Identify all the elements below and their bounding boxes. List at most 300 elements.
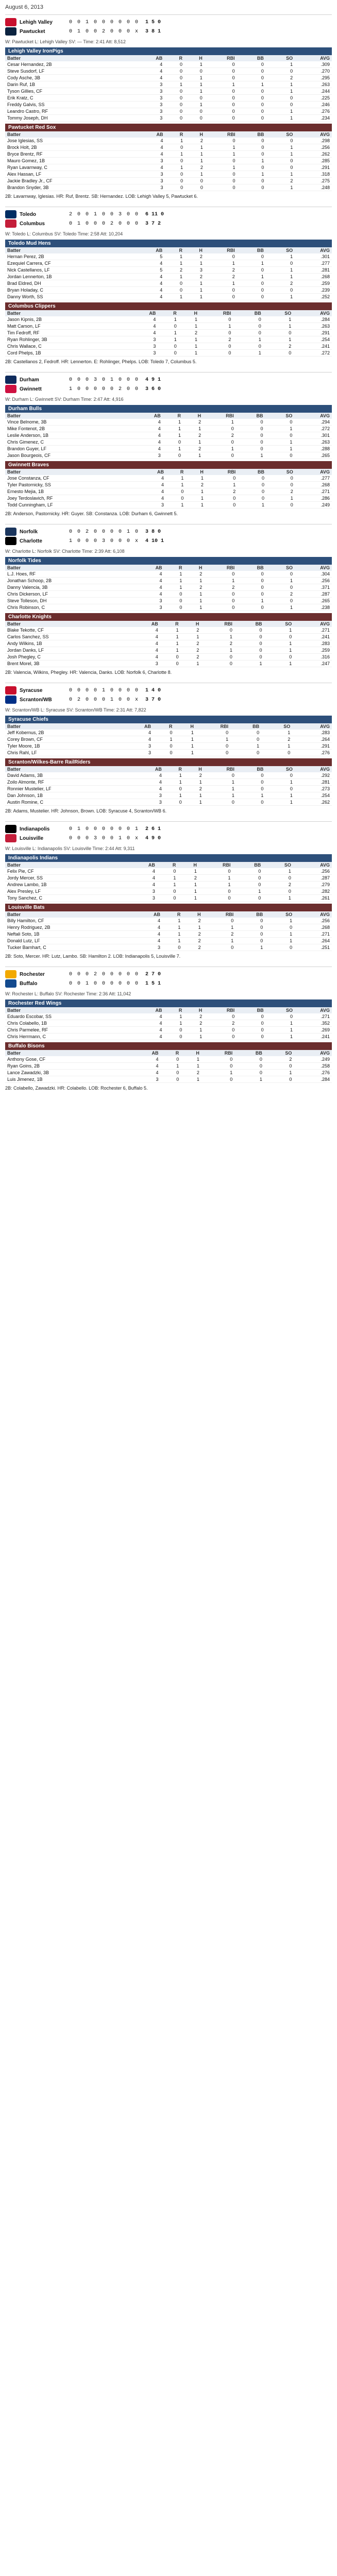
- stat-cell: 0: [237, 95, 266, 101]
- stat-cell: .309: [295, 61, 332, 68]
- linescore-teams: [5, 686, 161, 704]
- away-team-line: [5, 686, 161, 694]
- game-meta: W: Scranton/WB L: Syracuse SV: Scranton/WB Time: 2:31 Att: 7,822: [5, 707, 146, 713]
- table-row: [5, 343, 332, 350]
- stat-cell: 4: [135, 1027, 164, 1033]
- away-batting-table: [5, 565, 332, 611]
- away-team-name: Toledo: [20, 211, 37, 217]
- stat-cell: 0: [201, 1063, 234, 1070]
- stat-cell: 1: [183, 452, 203, 459]
- player-name-cell: Matt Carson, LF: [5, 323, 128, 330]
- player-name-cell: Jeff Kobernus, 2B: [5, 730, 122, 736]
- player-name-cell: Chris Rahl, LF: [5, 750, 122, 756]
- stat-cell: 1: [266, 88, 295, 95]
- stat-cell: 1: [184, 799, 204, 806]
- stat-cell: 1: [237, 274, 266, 280]
- table-row: [5, 888, 332, 895]
- stat-cell: 2: [183, 432, 203, 439]
- stat-cell: 1: [205, 81, 237, 88]
- column-header: Batter: [5, 621, 130, 627]
- stat-cell: 1: [181, 660, 201, 667]
- stat-cell: 0: [238, 488, 266, 495]
- stat-cell: 0: [164, 101, 184, 108]
- stat-cell: 1: [178, 895, 199, 902]
- home-team-innings: 1 0 0 0 0 0 2 0 0: [69, 386, 140, 392]
- stat-cell: 4: [136, 274, 164, 280]
- player-name-cell: Brent Morel, 3B: [5, 660, 130, 667]
- table-row: [5, 779, 332, 786]
- stat-cell: 2: [184, 786, 204, 792]
- stat-cell: 2: [264, 1056, 294, 1063]
- player-name-cell: Ryan Rohlinger, 3B: [5, 336, 128, 343]
- game-meta: W: Charlotte L: Norfolk SV: Charlotte Time: 2:39 Att: 6,108: [5, 549, 125, 554]
- column-header: AVG: [292, 723, 332, 730]
- stat-cell: 1: [234, 660, 264, 667]
- table-row: [5, 660, 332, 667]
- stat-cell: .241: [294, 634, 332, 640]
- stat-cell: 2: [179, 330, 199, 336]
- stat-cell: 3: [131, 1076, 161, 1083]
- table-body: [5, 61, 332, 122]
- home-team-name: Columbus: [20, 221, 45, 227]
- stat-cell: 1: [185, 171, 205, 178]
- stat-cell: 1: [174, 736, 195, 743]
- table-header-row: [5, 1050, 332, 1056]
- stat-cell: 3: [127, 895, 157, 902]
- table-header-row: [5, 55, 332, 61]
- stat-cell: 0: [237, 1020, 265, 1027]
- stat-cell: 0: [206, 495, 238, 502]
- column-header: AB: [137, 131, 165, 138]
- stat-cell: 1: [157, 875, 178, 882]
- player-name-cell: Danny Valencia, 3B: [5, 584, 135, 591]
- stat-cell: 4: [137, 151, 165, 158]
- stat-cell: .249: [295, 502, 332, 509]
- stat-cell: 1: [158, 336, 178, 343]
- home-team-rhe: 3 6 0: [145, 386, 161, 392]
- stat-cell: 0: [234, 1056, 264, 1063]
- stat-cell: 1: [184, 1033, 204, 1040]
- stat-cell: 1: [164, 274, 184, 280]
- stat-cell: 1: [264, 640, 294, 647]
- column-header: H: [181, 621, 201, 627]
- stat-cell: 0: [237, 1027, 265, 1033]
- home-team-rhe: 1 5 1: [145, 980, 161, 987]
- stat-cell: 2: [205, 274, 237, 280]
- stat-cell: 0: [235, 938, 265, 944]
- stat-cell: .256: [295, 578, 332, 584]
- home-team-innings: 1 0 0 0 3 0 0 0 x: [69, 538, 140, 544]
- column-header: SO: [263, 310, 293, 316]
- stat-cell: 0: [235, 924, 265, 931]
- column-header: R: [166, 469, 186, 475]
- table-row: [5, 184, 332, 191]
- stat-cell: 0: [234, 627, 264, 634]
- away-team-name: Syracuse: [20, 687, 43, 693]
- table-head: [5, 723, 332, 730]
- game-notes: 2B: Castellanos 2, Fedroff. HR: Lennerton. E: Rohlinger, Phelps. LOB: Toledo 7, Columbus 5.: [5, 359, 197, 364]
- stat-cell: .254: [295, 792, 332, 799]
- player-name-cell: Mauro Gomez, 1B: [5, 158, 137, 164]
- stat-cell: 0: [201, 627, 234, 634]
- column-header: BB: [230, 723, 261, 730]
- stat-cell: 0: [160, 1056, 181, 1063]
- stat-cell: 1: [184, 598, 204, 604]
- table-row: [5, 336, 332, 343]
- stat-cell: 0: [165, 171, 186, 178]
- player-name-cell: Hernan Perez, 2B: [5, 253, 136, 260]
- stat-cell: 0: [265, 924, 294, 931]
- column-header: AB: [134, 766, 163, 772]
- column-header: RBI: [203, 911, 236, 918]
- player-name-cell: Billy Hamilton, CF: [5, 918, 133, 924]
- stat-cell: 0: [265, 452, 295, 459]
- player-name-cell: Tommy Joseph, DH: [5, 115, 136, 122]
- stat-cell: 0: [205, 108, 237, 115]
- stat-cell: 0: [234, 647, 264, 654]
- home-team-innings: 0 2 0 0 0 1 0 0 x: [69, 697, 140, 703]
- stat-cell: .263: [294, 439, 332, 446]
- stat-cell: 1: [184, 591, 204, 598]
- away-team-rhe: 2 7 0: [145, 971, 161, 977]
- stat-cell: 4: [130, 634, 160, 640]
- stat-cell: 1: [164, 81, 184, 88]
- stat-cell: 1: [266, 171, 295, 178]
- stat-cell: 1: [174, 750, 195, 756]
- stat-cell: 2: [266, 178, 295, 184]
- stat-cell: 0: [199, 350, 233, 357]
- stat-cell: .269: [295, 1027, 332, 1033]
- stat-cell: .270: [295, 68, 332, 75]
- stat-cell: 1: [164, 253, 184, 260]
- table-row: [5, 323, 332, 330]
- away-section-title: Syracuse Chiefs: [5, 716, 332, 723]
- stat-cell: 0: [265, 432, 295, 439]
- home-section-title: Charlotte Knights: [5, 613, 332, 621]
- stat-cell: 0: [164, 799, 184, 806]
- stat-cell: 2: [181, 654, 201, 660]
- stat-cell: 0: [237, 178, 266, 184]
- game-block: [5, 524, 332, 675]
- table-row: [5, 772, 332, 779]
- stat-cell: .239: [295, 287, 332, 294]
- stat-cell: 1: [183, 439, 203, 446]
- column-header: R: [164, 565, 184, 571]
- stat-cell: .287: [295, 591, 332, 598]
- home-section-title: Columbus Clippers: [5, 302, 332, 310]
- stat-cell: 0: [237, 151, 266, 158]
- stat-cell: .281: [295, 267, 332, 274]
- table-row: [5, 350, 332, 357]
- home-batting-table: [5, 469, 332, 509]
- home-team-line: [5, 696, 161, 704]
- stat-cell: 1: [264, 647, 294, 654]
- stat-cell: 1: [165, 138, 186, 144]
- stat-cell: .241: [293, 343, 332, 350]
- stat-cell: 1: [163, 426, 183, 432]
- stat-cell: .272: [293, 350, 332, 357]
- stat-cell: 0: [237, 115, 266, 122]
- stat-cell: 1: [164, 1013, 184, 1020]
- table-body: [5, 571, 332, 611]
- stat-cell: 0: [203, 944, 236, 951]
- stat-cell: 0: [163, 452, 183, 459]
- stat-cell: 1: [236, 452, 265, 459]
- player-name-cell: David Adams, 3B: [5, 772, 134, 779]
- stat-cell: 4: [135, 578, 164, 584]
- stat-cell: 3: [127, 888, 157, 895]
- stat-cell: 1: [178, 882, 199, 888]
- stat-cell: 2: [185, 138, 205, 144]
- stat-cell: .263: [293, 323, 332, 330]
- column-header: R: [158, 310, 178, 316]
- stat-cell: .287: [293, 875, 332, 882]
- stat-cell: 1: [184, 287, 205, 294]
- stat-cell: 1: [181, 1056, 201, 1063]
- column-header: AB: [128, 310, 158, 316]
- away-team-innings: 0 0 2 0 0 0 0 1 0: [69, 529, 140, 535]
- stat-cell: .256: [295, 144, 332, 151]
- stat-cell: 0: [237, 108, 266, 115]
- player-name-cell: Chris Gimenez, C: [5, 439, 133, 446]
- away-team-rhe: 1 4 0: [145, 687, 161, 693]
- column-header: R: [164, 766, 184, 772]
- home-team-rhe: 4 10 1: [145, 538, 164, 544]
- table-row: [5, 267, 332, 274]
- stat-cell: .304: [295, 571, 332, 578]
- stat-cell: 4: [133, 426, 163, 432]
- stat-cell: .268: [295, 274, 332, 280]
- table-header-row: [5, 310, 332, 316]
- stat-cell: 0: [261, 750, 292, 756]
- table-head: [5, 131, 332, 138]
- stat-cell: 1: [233, 888, 263, 895]
- away-team-line: [5, 210, 164, 218]
- table-row: [5, 475, 332, 482]
- stat-cell: 3: [128, 336, 158, 343]
- table-row: [5, 280, 332, 287]
- stat-cell: 1: [160, 1063, 181, 1070]
- stat-cell: 0: [199, 316, 233, 323]
- stat-cell: 4: [136, 280, 164, 287]
- stat-cell: 1: [184, 280, 205, 287]
- home-team-logo-icon: [5, 834, 16, 842]
- stat-cell: 3: [136, 115, 164, 122]
- stat-cell: 1: [163, 432, 183, 439]
- table-row: [5, 68, 332, 75]
- stat-cell: 1: [164, 584, 184, 591]
- stat-cell: 0: [164, 115, 184, 122]
- linescore-teams: [5, 528, 164, 545]
- away-team-name: Lehigh Valley: [20, 19, 53, 25]
- column-header: RBI: [203, 413, 236, 419]
- stat-cell: 1: [265, 439, 295, 446]
- home-team-rhe: 3 7 2: [145, 221, 161, 227]
- stat-cell: 1: [153, 736, 174, 743]
- column-header: AVG: [295, 565, 332, 571]
- column-header: BB: [233, 862, 263, 868]
- table-row: [5, 1033, 332, 1040]
- stat-cell: 4: [137, 164, 165, 171]
- player-name-cell: Tyson Gillies, CF: [5, 88, 136, 95]
- stat-cell: 0: [237, 280, 266, 287]
- home-team-logo-icon: [5, 696, 16, 704]
- stat-cell: 0: [233, 316, 263, 323]
- home-team-line: [5, 27, 161, 36]
- stat-cell: 4: [137, 144, 165, 151]
- home-batting-table: [5, 310, 332, 357]
- stat-cell: .271: [294, 931, 332, 938]
- stat-cell: .279: [293, 882, 332, 888]
- column-header: SO: [265, 413, 295, 419]
- column-header: H: [174, 723, 195, 730]
- stat-cell: 1: [164, 260, 184, 267]
- stat-cell: 1: [157, 882, 178, 888]
- stat-cell: 0: [185, 184, 205, 191]
- stat-cell: 0: [157, 888, 178, 895]
- stat-cell: 0: [165, 178, 186, 184]
- player-name-cell: Ryan Goins, 2B: [5, 1063, 131, 1070]
- stat-cell: 0: [206, 502, 238, 509]
- table-row: [5, 108, 332, 115]
- stat-cell: 0: [237, 287, 266, 294]
- stat-cell: 1: [199, 323, 233, 330]
- stat-cell: 4: [127, 875, 157, 882]
- table-head: [5, 247, 332, 253]
- stat-cell: 1: [166, 482, 186, 488]
- stat-cell: 1: [266, 604, 295, 611]
- stat-cell: 1: [179, 336, 199, 343]
- stat-cell: 1: [261, 730, 292, 736]
- table-body: [5, 1056, 332, 1083]
- player-name-cell: Alex Presley, LF: [5, 888, 127, 895]
- stat-cell: 1: [163, 419, 183, 426]
- stat-cell: 0: [264, 1076, 294, 1083]
- stat-cell: .238: [295, 604, 332, 611]
- stat-cell: 4: [131, 1063, 161, 1070]
- home-team-logo-icon: [5, 219, 16, 228]
- stat-cell: 0: [237, 604, 265, 611]
- stat-cell: 1: [162, 918, 182, 924]
- table-row: [5, 75, 332, 81]
- stat-cell: 0: [237, 294, 266, 300]
- table-row: [5, 1020, 332, 1027]
- column-header: Batter: [5, 413, 133, 419]
- stat-cell: 1: [164, 792, 184, 799]
- game-meta: W: Toledo L: Columbus SV: Toledo Time: 2:58 Att: 10,204: [5, 231, 123, 236]
- stat-cell: 0: [265, 786, 294, 792]
- game-meta: W: Durham L: Gwinnett SV: Durham Time: 2:47 Att: 4,916: [5, 397, 124, 402]
- stat-cell: 0: [164, 591, 184, 598]
- table-row: [5, 627, 332, 634]
- stat-cell: .256: [294, 918, 332, 924]
- stat-cell: 0: [266, 164, 295, 171]
- stat-cell: 4: [133, 931, 162, 938]
- stat-cell: 0: [234, 1063, 264, 1070]
- stat-cell: .262: [295, 151, 332, 158]
- stat-cell: 1: [184, 81, 205, 88]
- table-row: [5, 1056, 332, 1063]
- stat-cell: 1: [184, 88, 205, 95]
- stat-cell: .277: [295, 475, 332, 482]
- table-row: [5, 1013, 332, 1020]
- player-name-cell: L.J. Hoes, RF: [5, 571, 135, 578]
- stat-cell: 1: [205, 164, 238, 171]
- table-row: [5, 260, 332, 267]
- column-header: Batter: [5, 862, 127, 868]
- stat-cell: 0: [266, 482, 295, 488]
- stat-cell: 1: [165, 151, 186, 158]
- column-header: AVG: [295, 55, 332, 61]
- player-name-cell: Ezequiel Carrera, CF: [5, 260, 136, 267]
- column-header: H: [186, 469, 205, 475]
- table-row: [5, 151, 332, 158]
- table-row: [5, 88, 332, 95]
- stat-cell: 1: [179, 343, 199, 350]
- stat-cell: 2: [184, 584, 204, 591]
- stat-cell: 0: [204, 1013, 237, 1020]
- table-header-row: [5, 247, 332, 253]
- table-header-row: [5, 565, 332, 571]
- away-team-rhe: 4 9 1: [145, 377, 161, 383]
- stat-cell: 2: [164, 267, 184, 274]
- table-row: [5, 895, 332, 902]
- stat-cell: 1: [266, 267, 295, 274]
- stat-cell: 0: [204, 604, 237, 611]
- stat-cell: 2: [263, 882, 293, 888]
- table-row: [5, 330, 332, 336]
- table-row: [5, 750, 332, 756]
- stat-cell: .251: [294, 944, 332, 951]
- column-header: SO: [261, 723, 292, 730]
- stat-cell: .276: [295, 108, 332, 115]
- stat-cell: 3: [136, 101, 164, 108]
- stat-cell: 1: [158, 330, 178, 336]
- stat-cell: 3: [122, 750, 153, 756]
- stat-cell: 0: [238, 495, 266, 502]
- column-header: AVG: [295, 469, 332, 475]
- stat-cell: 1: [206, 482, 238, 488]
- stat-cell: 1: [203, 446, 236, 452]
- stat-cell: 0: [184, 108, 205, 115]
- stat-cell: 0: [237, 88, 266, 95]
- column-header: SO: [266, 247, 295, 253]
- away-team-rhe: 3 8 0: [145, 529, 161, 535]
- away-team-innings: 0 0 1 0 0 0 0 0 0: [69, 19, 140, 25]
- stat-cell: 0: [230, 750, 261, 756]
- player-name-cell: Bryce Brentz, RF: [5, 151, 137, 158]
- player-name-cell: Nick Castellanos, LF: [5, 267, 136, 274]
- table-body: [5, 138, 332, 191]
- player-name-cell: Tony Sanchez, C: [5, 895, 127, 902]
- stat-cell: 4: [122, 730, 153, 736]
- player-name-cell: Todd Cunningham, LF: [5, 502, 137, 509]
- column-header: RBI: [205, 131, 238, 138]
- table-head: [5, 862, 332, 868]
- column-header: RBI: [205, 55, 237, 61]
- table-row: [5, 938, 332, 944]
- home-team-rhe: 3 8 1: [145, 28, 161, 35]
- column-header: AB: [133, 911, 162, 918]
- stat-cell: 0: [199, 330, 233, 336]
- table-row: [5, 598, 332, 604]
- player-name-cell: Henry Rodriguez, 2B: [5, 924, 133, 931]
- stat-cell: 1: [265, 779, 294, 786]
- stat-cell: 1: [181, 634, 201, 640]
- stat-cell: 4: [135, 584, 164, 591]
- stat-cell: 1: [266, 274, 295, 280]
- column-header: Batter: [5, 247, 136, 253]
